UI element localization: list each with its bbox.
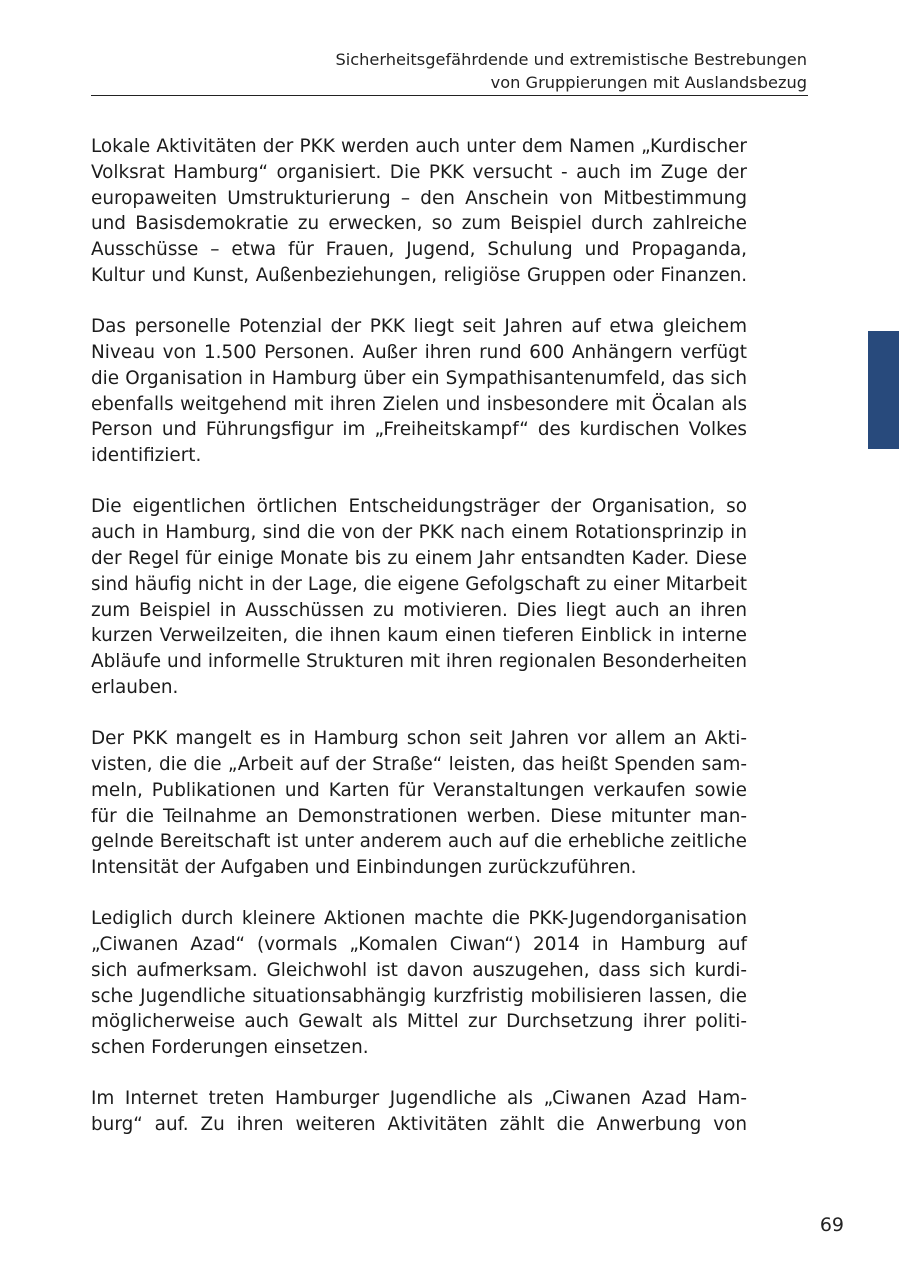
text-line: erlauben. xyxy=(91,676,179,698)
text-line: europaweiten Umstrukturierung – den Anschein von Mitbestimmung xyxy=(91,187,747,209)
text-line: sich aufmerksam. Gleichwohl ist davon auszugehen, dass sich kurdi- xyxy=(91,959,747,981)
text-line: Die eigentlichen örtlichen Entscheidungsträger der Organisation, so xyxy=(91,496,747,518)
text-line: Ausschüsse – etwa für Frauen, Jugend, Schulung und Propaganda, xyxy=(91,239,747,261)
text-line: Person und Führungsfigur im „Freiheitskampf“ des kurdischen Volkes xyxy=(91,419,747,441)
paragraph xyxy=(91,134,747,289)
running-header-line-1: Sicherheitsgefährdende und extremistische Bestrebungen xyxy=(335,50,807,69)
text-line: sind häufig nicht in der Lage, die eigene Gefolgschaft zu einer Mitarbeit xyxy=(91,573,747,595)
paragraph xyxy=(91,314,747,469)
text-line: möglicherweise auch Gewalt als Mittel zur Durchsetzung ihrer politi- xyxy=(91,1011,747,1033)
text-line: Niveau von 1.500 Personen. Außer ihren rund 600 Anhängern verfügt xyxy=(91,341,747,363)
text-line: Abläufe und informelle Strukturen mit ihren regionalen Besonderheiten xyxy=(91,651,747,673)
text-line: der Regel für einige Monate bis zu einem Jahr entsandten Kader. Diese xyxy=(91,547,747,569)
text-line: Volksrat Hamburg“ organisiert. Die PKK versucht - auch im Zuge der xyxy=(91,161,747,183)
paragraph xyxy=(91,726,747,881)
text-line: Intensität der Aufgaben und Einbindungen zurückzuführen. xyxy=(91,857,637,879)
text-line: für die Teilnahme an Demonstrationen werben. Diese mitunter man- xyxy=(91,805,747,827)
page-number: 69 xyxy=(819,1214,844,1236)
text-line: und Basisdemokratie zu erwecken, so zum Beispiel durch zahlreiche xyxy=(91,213,747,235)
text-line: ebenfalls weitgehend mit ihren Zielen und insbesondere mit Öcalan als xyxy=(91,393,747,415)
running-header-line-2: von Gruppierungen mit Auslandsbezug xyxy=(490,73,807,92)
text-line: visten, die die „Arbeit auf der Straße“ leisten, das heißt Spenden sam- xyxy=(91,753,747,775)
text-line: meln, Publikationen und Karten für Veranstaltungen verkaufen sowie xyxy=(91,779,747,801)
body-text xyxy=(91,134,747,1163)
text-line: kurzen Verweilzeiten, die ihnen kaum einen tieferen Einblick in interne xyxy=(91,625,747,647)
text-line: „Ciwanen Azad“ (vormals „Komalen Ciwan“) 2014 in Hamburg auf xyxy=(91,934,747,956)
chapter-tab-marker xyxy=(868,331,899,449)
text-line: Das personelle Potenzial der PKK liegt seit Jahren auf etwa gleichem xyxy=(91,316,747,338)
text-line: auch in Hamburg, sind die von der PKK nach einem Rotationsprinzip in xyxy=(91,522,747,544)
text-line: sche Jugendliche situationsabhängig kurzfristig mobilisieren lassen, die xyxy=(91,985,747,1007)
text-line: Lediglich durch kleinere Aktionen machte die PKK-Jugendorganisation xyxy=(91,908,747,930)
paragraph xyxy=(91,906,747,1061)
text-line: die Organisation in Hamburg über ein Sympathisantenumfeld, das sich xyxy=(91,367,747,389)
paragraph xyxy=(91,494,747,700)
text-line: burg“ auf. Zu ihren weiteren Aktivitäten zählt die Anwerbung von xyxy=(91,1114,747,1136)
running-header xyxy=(207,48,807,94)
text-line: identifiziert. xyxy=(91,445,202,467)
paragraph xyxy=(91,1086,747,1138)
text-line: Im Internet treten Hamburger Jugendliche als „Ciwanen Azad Ham- xyxy=(91,1088,747,1110)
header-divider xyxy=(91,95,808,96)
text-line: schen Forderungen einsetzen. xyxy=(91,1037,369,1059)
text-line: zum Beispiel in Ausschüssen zu motivieren. Dies liegt auch an ihren xyxy=(91,599,747,621)
text-line: Kultur und Kunst, Außenbeziehungen, religiöse Gruppen oder Finanzen. xyxy=(91,264,747,286)
text-line: Der PKK mangelt es in Hamburg schon seit Jahren vor allem an Akti- xyxy=(91,728,747,750)
text-line: Lokale Aktivitäten der PKK werden auch unter dem Namen „Kurdischer xyxy=(91,136,747,157)
text-line: gelnde Bereitschaft ist unter anderem auch auf die erhebliche zeitliche xyxy=(91,831,747,853)
